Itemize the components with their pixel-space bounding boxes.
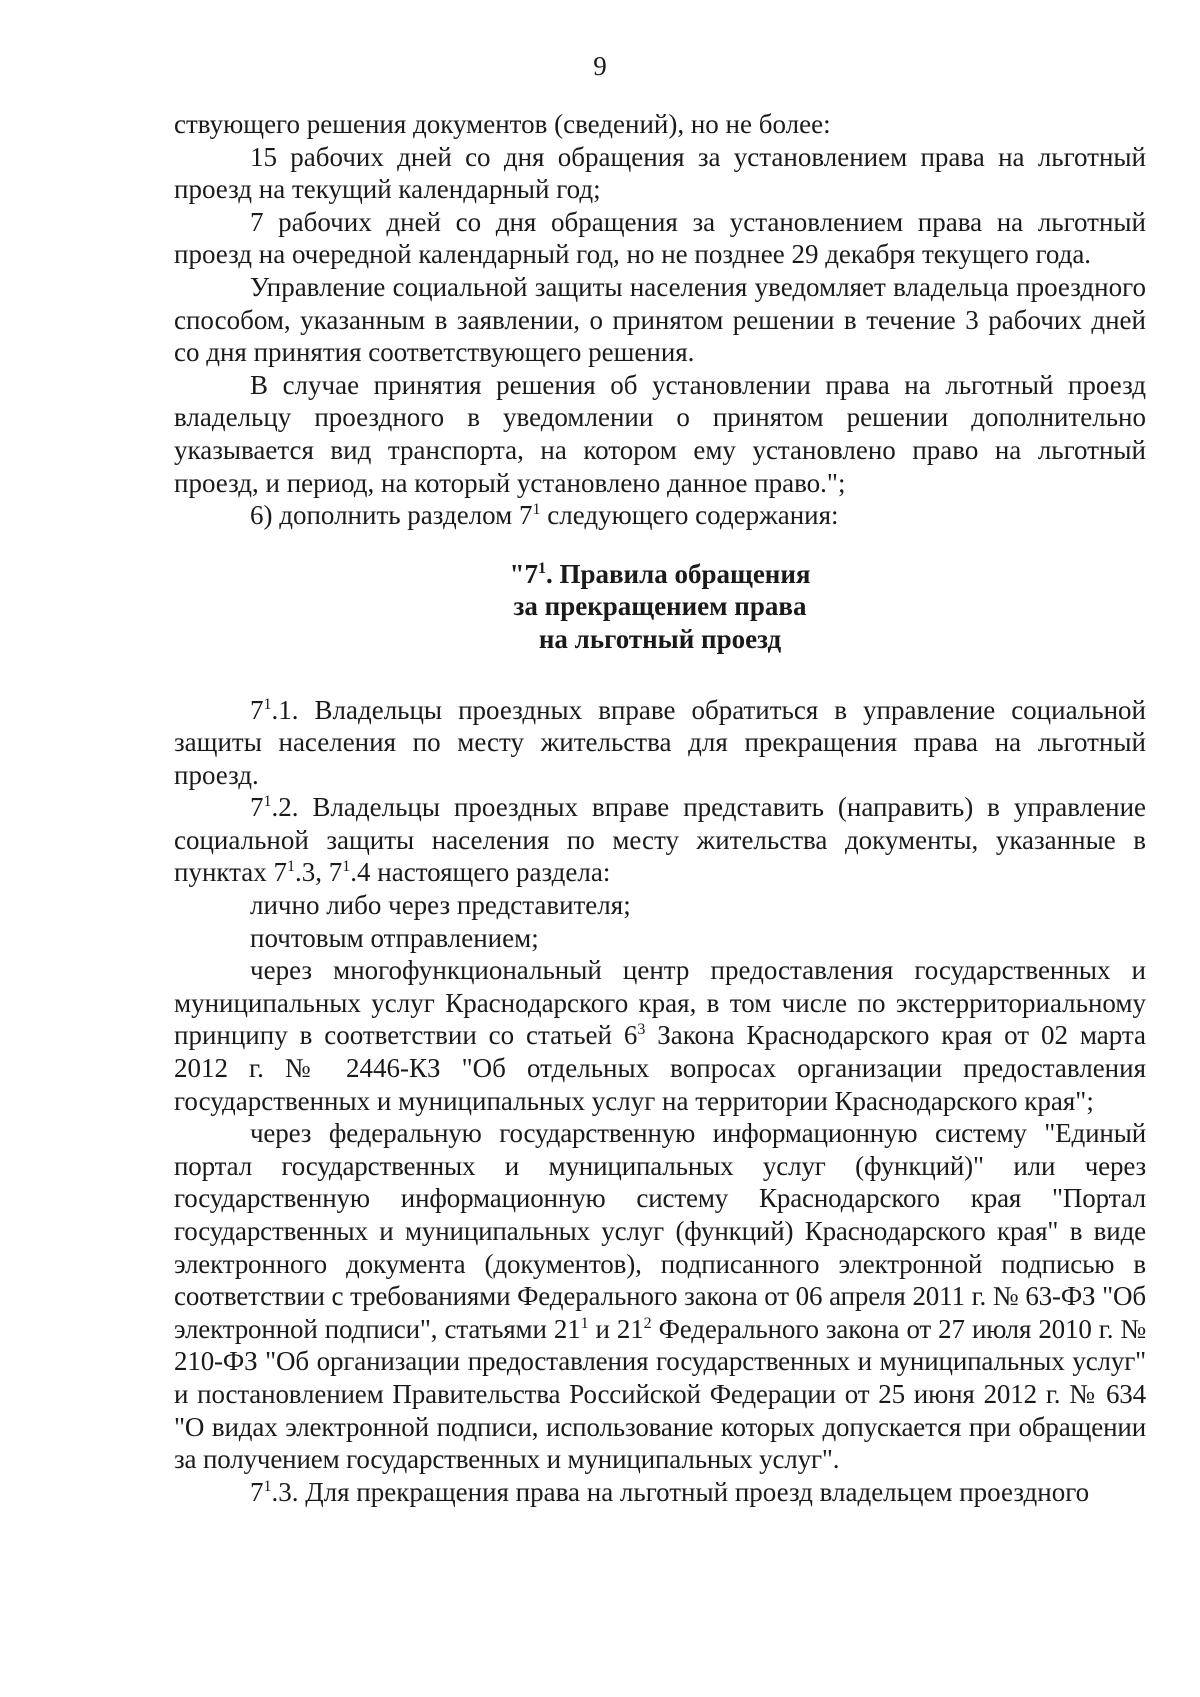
- text-fragment: через федеральную государственную информационную систему "Единый портал государственных и муниципальных услуг (функций)" или через государственную информационную систему Краснодарского края "Портал государственных и муниципальных услуг (функций) Краснодарского края" в виде электронного документа (документов), подписанного электронной подписью в соответствии с требованиями Федерального закона от 06 апреля 2011 г. № 63-ФЗ "Об электронной подписи", статьями 21: [174, 1118, 1146, 1344]
- paragraph-current-year-term: 15 рабочих дней со дня обращения за установлением права на льготный проезд на текущий календарный год;: [174, 141, 1146, 205]
- text-fragment: следующего содержания:: [540, 500, 839, 531]
- text-fragment: 7: [250, 694, 264, 725]
- text-fragment: Закона Краснодарского края от 02 марта 2012 г. № 2446-КЗ "Об отдельных вопросах организации предоставления государственных и муниципальных услуг на территории Краснодарского края";: [174, 1020, 1146, 1116]
- method-mfc: [174, 954, 1146, 1117]
- paragraph-next-year-term: 7 рабочих дней со дня обращения за установлением права на льготный проезд на очередной календарный год, но не позднее 29 декабря текущего года.: [174, 206, 1146, 270]
- section-heading: [174, 558, 1146, 656]
- method-in-person: лично либо через представителя;: [250, 890, 631, 921]
- text-fragment: .3. Для прекращения права на льготный проезд владельцем проездного: [271, 1476, 1090, 1507]
- paragraph-decision-details: В случае принятия решения об установлении права на льготный проезд владельцу проездного в уведомлении о принятом решении дополнительно указывается вид транспорта, на котором ему установлено право на льготный проезд, и период, на который установлено данное право.";: [174, 369, 1146, 498]
- text-fragment: 7: [250, 1476, 264, 1507]
- heading-line-1: [174, 558, 1146, 591]
- text-fragment: .2. Владельцы проездных вправе представить (направить) в управление социальной защиты населения по месту жительства документы, указанные в пунктах 7: [174, 792, 1146, 888]
- text-fragment: 7: [250, 792, 264, 823]
- superscript: 3: [637, 1021, 646, 1039]
- text-fragment: "7: [509, 558, 538, 589]
- text-fragment: .3, 7: [295, 857, 343, 888]
- document-body: [174, 108, 1146, 1508]
- page-number: 9: [593, 51, 607, 81]
- method-portal: [174, 1117, 1146, 1476]
- text-fragment: .1. Владельцы проездных вправе обратиться в управление социальной защиты населения по месту жительства для прекращения права на льготный проезд.: [174, 694, 1146, 790]
- clause-7-1-3: [174, 1476, 1146, 1509]
- superscript: 1: [287, 858, 296, 876]
- text-fragment: через многофункциональный центр предоставления государственных и муниципальных услуг Краснодарского края, в том числе по экстерриториальному принципу в соответствии со статьей 6: [174, 955, 1146, 1051]
- text-fragment: 6) дополнить разделом 7: [250, 500, 533, 531]
- superscript: 1: [537, 559, 546, 577]
- superscript: 1: [580, 1314, 589, 1332]
- superscript: 1: [263, 1477, 272, 1495]
- clause-7-1-1: [174, 694, 1146, 792]
- heading-line-2: за прекращением права: [513, 591, 807, 622]
- superscript: 1: [532, 501, 541, 519]
- superscript: 2: [643, 1314, 652, 1332]
- heading-line-3: на льготный проезд: [538, 623, 782, 654]
- text-fragment: и 21: [588, 1313, 644, 1344]
- superscript: 1: [263, 695, 272, 713]
- text-fragment: Федерального закона от 27 июля 2010 г. № 210-ФЗ "Об организации предоставления государственных и муниципальных услуг" и постановлением Правительства Российской Федерации от 25 июня 2012 г. № 634 "О видах электронной подписи, использование которых допускается при обращении за получением государственных и муниципальных услуг".: [174, 1313, 1146, 1475]
- superscript: 1: [263, 793, 272, 811]
- method-mail: почтовым отправлением;: [250, 922, 539, 953]
- text-fragment: . Правила обращения: [545, 558, 811, 589]
- text-fragment: .4 настоящего раздела:: [350, 857, 611, 888]
- clause-7-1-2: [174, 791, 1146, 889]
- paragraph-notification: Управление социальной защиты населения уведомляет владельца проездного способом, указанным в заявлении, о принятом решении в течение 3 рабочих дней со дня принятия соответствующего решения.: [174, 271, 1146, 368]
- superscript: 1: [342, 858, 351, 876]
- paragraph-continuation: ствующего решения документов (сведений), но не более:: [174, 109, 831, 139]
- paragraph-add-section: [174, 499, 1146, 532]
